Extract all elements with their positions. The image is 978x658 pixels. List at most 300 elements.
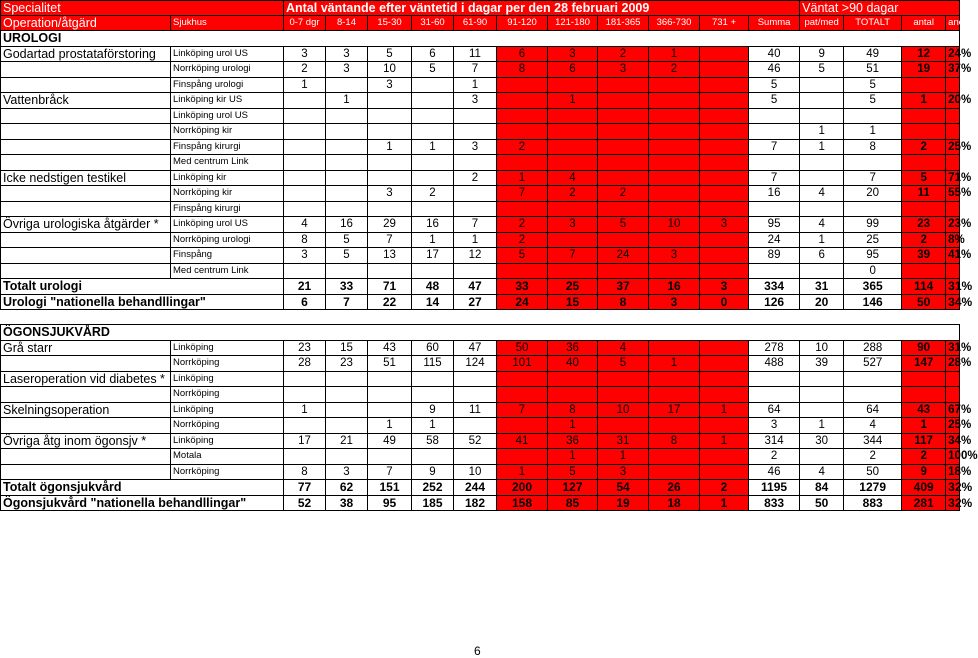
total-value: 50 bbox=[902, 294, 946, 310]
value-cell bbox=[800, 387, 844, 403]
total-value: 126 bbox=[749, 294, 800, 310]
table-row bbox=[1, 124, 960, 140]
value-cell bbox=[598, 371, 649, 387]
value-cell bbox=[368, 449, 412, 465]
value-cell bbox=[749, 108, 800, 124]
total-value: 20 bbox=[800, 294, 844, 310]
total-value: 15 bbox=[548, 294, 598, 310]
header-waited-90: Väntat >90 dagar bbox=[800, 1, 960, 16]
value-cell: 5 bbox=[326, 232, 368, 248]
value-cell: 24% bbox=[946, 46, 960, 62]
value-cell bbox=[497, 418, 548, 434]
value-cell bbox=[649, 263, 700, 279]
value-cell: 51 bbox=[844, 62, 902, 78]
value-cell: 24 bbox=[749, 232, 800, 248]
total-value: 50 bbox=[800, 495, 844, 511]
value-cell bbox=[649, 155, 700, 171]
total-row bbox=[1, 279, 960, 295]
value-cell bbox=[284, 387, 326, 403]
value-cell: 6 bbox=[497, 46, 548, 62]
value-cell: 1 bbox=[454, 77, 497, 93]
value-cell: 25% bbox=[946, 418, 960, 434]
value-cell: 17 bbox=[649, 402, 700, 418]
value-cell: 1 bbox=[700, 402, 749, 418]
value-cell bbox=[844, 108, 902, 124]
total-row bbox=[1, 480, 960, 496]
value-cell: 527 bbox=[844, 356, 902, 372]
operation-label bbox=[1, 356, 171, 372]
value-cell bbox=[412, 77, 454, 93]
value-cell bbox=[412, 201, 454, 217]
operation-label bbox=[1, 155, 171, 171]
total-value: 52 bbox=[284, 495, 326, 511]
value-cell: 4 bbox=[284, 217, 326, 233]
value-cell: 8 bbox=[548, 402, 598, 418]
value-cell: 6 bbox=[800, 248, 844, 264]
value-cell bbox=[284, 449, 326, 465]
value-cell: 16 bbox=[412, 217, 454, 233]
value-cell: 8 bbox=[284, 464, 326, 480]
value-cell bbox=[902, 371, 946, 387]
value-cell bbox=[368, 124, 412, 140]
value-cell: 1 bbox=[700, 433, 749, 449]
total-value: 31% bbox=[946, 279, 960, 295]
value-cell bbox=[902, 124, 946, 140]
value-cell bbox=[368, 155, 412, 171]
total-value: 244 bbox=[454, 480, 497, 496]
value-cell: 17 bbox=[412, 248, 454, 264]
value-cell bbox=[284, 108, 326, 124]
value-cell: 3 bbox=[700, 217, 749, 233]
value-cell bbox=[700, 46, 749, 62]
value-cell bbox=[548, 139, 598, 155]
value-cell: 36 bbox=[548, 340, 598, 356]
value-cell: 2 bbox=[497, 139, 548, 155]
total-value: 14 bbox=[412, 294, 454, 310]
value-cell bbox=[598, 263, 649, 279]
total-value: 151 bbox=[368, 480, 412, 496]
value-cell: 30 bbox=[800, 433, 844, 449]
total-row bbox=[1, 294, 960, 310]
value-cell: 6 bbox=[548, 62, 598, 78]
value-cell: 1 bbox=[649, 46, 700, 62]
value-cell bbox=[700, 248, 749, 264]
value-cell: 1 bbox=[548, 449, 598, 465]
value-cell: 46 bbox=[749, 464, 800, 480]
value-cell: 5 bbox=[368, 46, 412, 62]
value-cell: 1 bbox=[284, 77, 326, 93]
total-value: 8 bbox=[598, 294, 649, 310]
value-cell: 29 bbox=[368, 217, 412, 233]
value-cell: 3 bbox=[326, 464, 368, 480]
value-cell bbox=[454, 371, 497, 387]
total-value: 31 bbox=[800, 279, 844, 295]
value-cell: 2 bbox=[902, 232, 946, 248]
table-row bbox=[1, 232, 960, 248]
value-cell bbox=[326, 449, 368, 465]
total-value: 3 bbox=[700, 279, 749, 295]
value-cell bbox=[649, 93, 700, 109]
value-cell bbox=[368, 201, 412, 217]
value-cell bbox=[598, 155, 649, 171]
page-number: 6 bbox=[474, 644, 481, 658]
total-value: 48 bbox=[412, 279, 454, 295]
table-row bbox=[1, 62, 960, 78]
value-cell bbox=[700, 263, 749, 279]
value-cell bbox=[749, 263, 800, 279]
value-cell bbox=[548, 124, 598, 140]
value-cell bbox=[749, 155, 800, 171]
value-cell bbox=[548, 371, 598, 387]
value-cell: 95 bbox=[749, 217, 800, 233]
value-cell bbox=[598, 201, 649, 217]
value-cell bbox=[598, 418, 649, 434]
value-cell: 2 bbox=[598, 186, 649, 202]
table-row bbox=[1, 356, 960, 372]
value-cell: 2 bbox=[412, 186, 454, 202]
value-cell bbox=[902, 387, 946, 403]
value-cell bbox=[368, 402, 412, 418]
value-cell: 3 bbox=[326, 62, 368, 78]
total-value: 26 bbox=[649, 480, 700, 496]
value-cell: 344 bbox=[844, 433, 902, 449]
column-header: 731 + bbox=[700, 16, 749, 31]
value-cell: 52 bbox=[454, 433, 497, 449]
value-cell bbox=[649, 77, 700, 93]
value-cell: 3 bbox=[368, 186, 412, 202]
value-cell: 41% bbox=[946, 248, 960, 264]
value-cell bbox=[454, 124, 497, 140]
value-cell bbox=[649, 232, 700, 248]
total-value: 19 bbox=[598, 495, 649, 511]
value-cell: 10 bbox=[598, 402, 649, 418]
value-cell bbox=[649, 124, 700, 140]
value-cell bbox=[700, 449, 749, 465]
value-cell bbox=[326, 77, 368, 93]
value-cell: 1 bbox=[800, 139, 844, 155]
value-cell: 16 bbox=[749, 186, 800, 202]
value-cell: 1 bbox=[844, 124, 902, 140]
value-cell bbox=[700, 340, 749, 356]
value-cell: 8 bbox=[284, 232, 326, 248]
value-cell bbox=[454, 449, 497, 465]
value-cell bbox=[497, 124, 548, 140]
value-cell: 2 bbox=[749, 449, 800, 465]
total-value: 84 bbox=[800, 480, 844, 496]
section-title-row bbox=[1, 325, 960, 341]
value-cell bbox=[368, 170, 412, 186]
value-cell bbox=[497, 371, 548, 387]
value-cell: 7 bbox=[454, 217, 497, 233]
table-row bbox=[1, 449, 960, 465]
value-cell bbox=[844, 155, 902, 171]
total-value: 2 bbox=[700, 480, 749, 496]
value-cell bbox=[700, 186, 749, 202]
value-cell: 1 bbox=[454, 232, 497, 248]
value-cell bbox=[649, 139, 700, 155]
value-cell: 40 bbox=[749, 46, 800, 62]
total-value: 1279 bbox=[844, 480, 902, 496]
value-cell bbox=[326, 155, 368, 171]
value-cell bbox=[700, 170, 749, 186]
value-cell: 1 bbox=[368, 418, 412, 434]
value-cell bbox=[649, 201, 700, 217]
value-cell bbox=[326, 387, 368, 403]
value-cell bbox=[902, 201, 946, 217]
value-cell: 34% bbox=[946, 433, 960, 449]
value-cell bbox=[497, 449, 548, 465]
hospital-label: Linköping bbox=[171, 402, 284, 418]
value-cell bbox=[700, 62, 749, 78]
value-cell: 43 bbox=[902, 402, 946, 418]
hospital-label: Norrköping urologi bbox=[171, 232, 284, 248]
value-cell bbox=[800, 77, 844, 93]
value-cell: 4 bbox=[800, 217, 844, 233]
value-cell bbox=[749, 387, 800, 403]
total-value: 0 bbox=[700, 294, 749, 310]
operation-label: Övriga åtg inom ögonsjv * bbox=[1, 433, 171, 449]
total-value: 24 bbox=[497, 294, 548, 310]
hospital-label: Linköping urol US bbox=[171, 217, 284, 233]
value-cell: 10 bbox=[368, 62, 412, 78]
total-value: 252 bbox=[412, 480, 454, 496]
total-value: 3 bbox=[649, 294, 700, 310]
value-cell: 2 bbox=[844, 449, 902, 465]
value-cell: 39 bbox=[902, 248, 946, 264]
header-row bbox=[1, 1, 960, 16]
value-cell: 1 bbox=[497, 464, 548, 480]
table-row bbox=[1, 93, 960, 109]
column-header: 31-60 bbox=[412, 16, 454, 31]
hospital-label: Finspång urologi bbox=[171, 77, 284, 93]
value-cell bbox=[454, 263, 497, 279]
total-value: 27 bbox=[454, 294, 497, 310]
value-cell: 39 bbox=[800, 356, 844, 372]
value-cell bbox=[700, 356, 749, 372]
total-value: 37 bbox=[598, 279, 649, 295]
hospital-label: Med centrum Link bbox=[171, 263, 284, 279]
value-cell bbox=[598, 124, 649, 140]
value-cell bbox=[700, 139, 749, 155]
value-cell: 10 bbox=[649, 217, 700, 233]
value-cell bbox=[326, 139, 368, 155]
value-cell: 115 bbox=[412, 356, 454, 372]
value-cell: 288 bbox=[844, 340, 902, 356]
value-cell bbox=[649, 340, 700, 356]
column-header: TOTALT bbox=[844, 16, 902, 31]
value-cell: 9 bbox=[800, 46, 844, 62]
value-cell bbox=[700, 155, 749, 171]
value-cell bbox=[326, 170, 368, 186]
hospital-label: Linköping urol US bbox=[171, 46, 284, 62]
value-cell bbox=[497, 263, 548, 279]
value-cell: 314 bbox=[749, 433, 800, 449]
hospital-label: Linköping urol US bbox=[171, 108, 284, 124]
value-cell bbox=[548, 263, 598, 279]
value-cell: 4 bbox=[598, 340, 649, 356]
value-cell: 3 bbox=[284, 248, 326, 264]
value-cell: 11 bbox=[454, 402, 497, 418]
value-cell: 488 bbox=[749, 356, 800, 372]
total-value: 1 bbox=[700, 495, 749, 511]
value-cell: 7 bbox=[368, 464, 412, 480]
table-row bbox=[1, 433, 960, 449]
column-header: 61-90 bbox=[454, 16, 497, 31]
table-row bbox=[1, 186, 960, 202]
value-cell bbox=[368, 387, 412, 403]
column-header: 181-365 bbox=[598, 16, 649, 31]
value-cell: 25 bbox=[844, 232, 902, 248]
value-cell bbox=[598, 77, 649, 93]
value-cell bbox=[454, 155, 497, 171]
total-value: 185 bbox=[412, 495, 454, 511]
table-row bbox=[1, 108, 960, 124]
column-header: andel bbox=[946, 16, 960, 31]
value-cell: 3 bbox=[649, 248, 700, 264]
value-cell bbox=[326, 402, 368, 418]
hospital-label: Norrköping bbox=[171, 464, 284, 480]
value-cell: 99 bbox=[844, 217, 902, 233]
value-cell: 90 bbox=[902, 340, 946, 356]
value-cell: 1 bbox=[800, 418, 844, 434]
total-value: 200 bbox=[497, 480, 548, 496]
column-header: pat/med bbox=[800, 16, 844, 31]
value-cell bbox=[800, 155, 844, 171]
value-cell bbox=[800, 371, 844, 387]
total-value: 85 bbox=[548, 495, 598, 511]
value-cell: 43 bbox=[368, 340, 412, 356]
value-cell bbox=[497, 77, 548, 93]
value-cell bbox=[326, 108, 368, 124]
hospital-label: Linköping bbox=[171, 371, 284, 387]
value-cell bbox=[598, 387, 649, 403]
total-value: 25 bbox=[548, 279, 598, 295]
total-value: 182 bbox=[454, 495, 497, 511]
value-cell: 8% bbox=[946, 232, 960, 248]
value-cell: 3 bbox=[284, 46, 326, 62]
value-cell: 28 bbox=[284, 356, 326, 372]
value-cell bbox=[284, 201, 326, 217]
total-value: 32% bbox=[946, 480, 960, 496]
value-cell: 67% bbox=[946, 402, 960, 418]
value-cell bbox=[649, 449, 700, 465]
value-cell: 4 bbox=[800, 186, 844, 202]
value-cell: 58 bbox=[412, 433, 454, 449]
value-cell: 49 bbox=[844, 46, 902, 62]
value-cell: 49 bbox=[368, 433, 412, 449]
column-header: 15-30 bbox=[368, 16, 412, 31]
table-row bbox=[1, 464, 960, 480]
operation-label bbox=[1, 139, 171, 155]
total-value: 21 bbox=[284, 279, 326, 295]
value-cell: 100% bbox=[946, 449, 960, 465]
total-value: 127 bbox=[548, 480, 598, 496]
table-row bbox=[1, 371, 960, 387]
value-cell bbox=[412, 124, 454, 140]
column-header: 0-7 dgr bbox=[284, 16, 326, 31]
value-cell: 5 bbox=[598, 356, 649, 372]
operation-label: Övriga urologiska åtgärder * bbox=[1, 217, 171, 233]
value-cell: 1 bbox=[497, 170, 548, 186]
operation-label bbox=[1, 124, 171, 140]
hospital-label: Finspång kirurgi bbox=[171, 201, 284, 217]
value-cell bbox=[412, 371, 454, 387]
value-cell bbox=[800, 263, 844, 279]
table-row bbox=[1, 46, 960, 62]
value-cell bbox=[700, 77, 749, 93]
column-header: 366-730 bbox=[649, 16, 700, 31]
value-cell: 5 bbox=[800, 62, 844, 78]
value-cell bbox=[284, 124, 326, 140]
value-cell: 41 bbox=[497, 433, 548, 449]
value-cell: 24 bbox=[598, 248, 649, 264]
value-cell bbox=[700, 464, 749, 480]
value-cell: 1 bbox=[800, 124, 844, 140]
value-cell: 40 bbox=[548, 356, 598, 372]
operation-label: Grå starr bbox=[1, 340, 171, 356]
hospital-label: Norrköping urologi bbox=[171, 62, 284, 78]
value-cell bbox=[326, 124, 368, 140]
section-title-row bbox=[1, 31, 960, 47]
total-value: 158 bbox=[497, 495, 548, 511]
value-cell bbox=[598, 232, 649, 248]
value-cell: 55% bbox=[946, 186, 960, 202]
table-row bbox=[1, 77, 960, 93]
value-cell: 25% bbox=[946, 139, 960, 155]
value-cell bbox=[497, 387, 548, 403]
table-row bbox=[1, 402, 960, 418]
value-cell: 5 bbox=[548, 464, 598, 480]
value-cell bbox=[749, 201, 800, 217]
value-cell bbox=[946, 387, 960, 403]
value-cell: 7 bbox=[497, 186, 548, 202]
table-row bbox=[1, 340, 960, 356]
value-cell bbox=[412, 155, 454, 171]
total-value: 22 bbox=[368, 294, 412, 310]
value-cell: 9 bbox=[412, 402, 454, 418]
value-cell bbox=[326, 371, 368, 387]
operation-label bbox=[1, 387, 171, 403]
value-cell: 36 bbox=[548, 433, 598, 449]
value-cell: 7 bbox=[497, 402, 548, 418]
value-cell bbox=[326, 186, 368, 202]
value-cell: 278 bbox=[749, 340, 800, 356]
column-header: Sjukhus bbox=[171, 16, 284, 31]
value-cell: 2 bbox=[902, 449, 946, 465]
value-cell bbox=[649, 418, 700, 434]
value-cell: 23% bbox=[946, 217, 960, 233]
value-cell bbox=[844, 201, 902, 217]
column-header: Operation/åtgärd bbox=[1, 16, 171, 31]
value-cell: 0 bbox=[844, 263, 902, 279]
value-cell: 5 bbox=[844, 93, 902, 109]
value-cell: 2 bbox=[454, 170, 497, 186]
total-value: 365 bbox=[844, 279, 902, 295]
value-cell: 2 bbox=[497, 232, 548, 248]
value-cell: 2 bbox=[598, 46, 649, 62]
value-cell: 89 bbox=[749, 248, 800, 264]
total-value: 833 bbox=[749, 495, 800, 511]
value-cell: 8 bbox=[844, 139, 902, 155]
operation-label bbox=[1, 232, 171, 248]
table-row bbox=[1, 263, 960, 279]
value-cell: 9 bbox=[902, 464, 946, 480]
hospital-label: Norrköping bbox=[171, 418, 284, 434]
value-cell bbox=[412, 449, 454, 465]
value-cell bbox=[284, 139, 326, 155]
value-cell: 50 bbox=[497, 340, 548, 356]
operation-label bbox=[1, 464, 171, 480]
